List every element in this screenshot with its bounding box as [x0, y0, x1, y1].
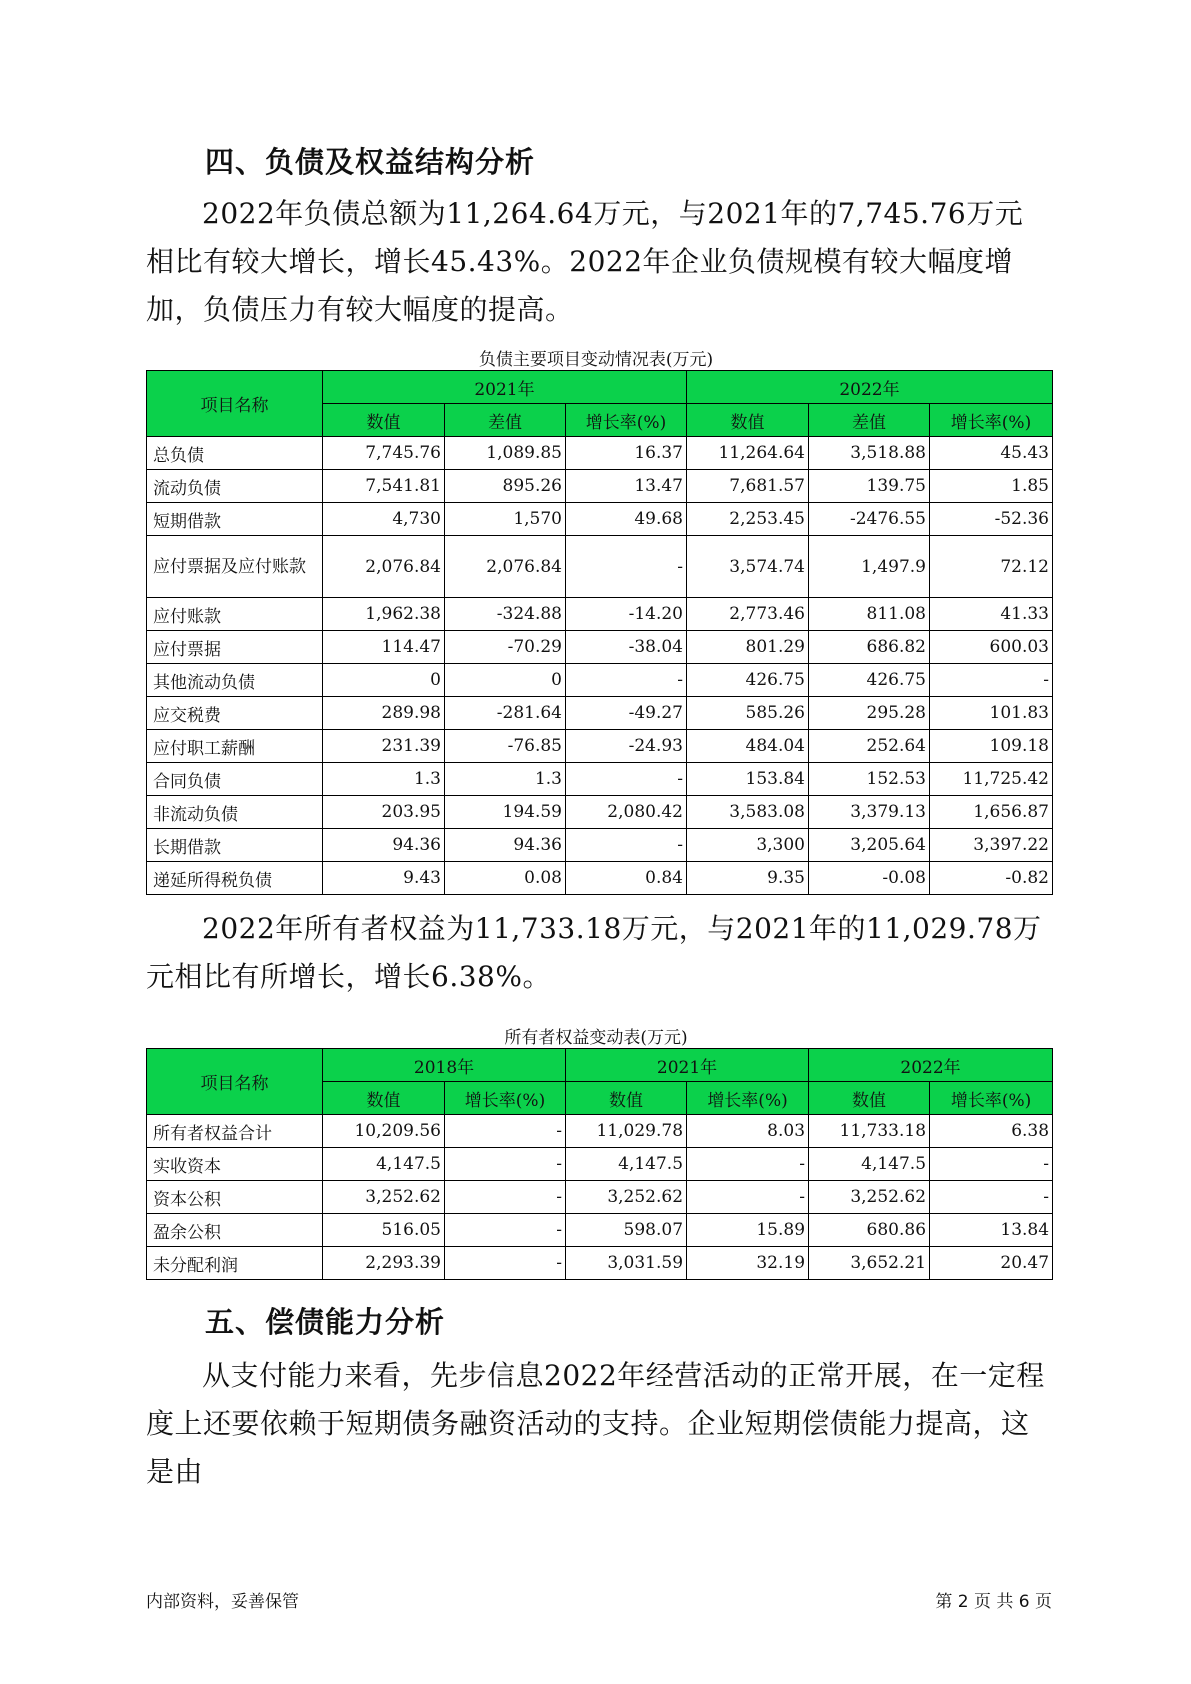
table-cell: - [687, 1181, 809, 1214]
value-header: 数值 [687, 404, 809, 437]
table-cell: 3,252.62 [323, 1181, 445, 1214]
table-cell: 426.75 [809, 664, 930, 697]
table-cell: 1,962.38 [323, 598, 445, 631]
table-cell: 598.07 [566, 1214, 687, 1247]
table-row [147, 697, 1053, 730]
table-cell: 4,147.5 [323, 1148, 445, 1181]
solvency-paragraph: 从支付能力来看，先步信息2022年经营活动的正常开展，在一定程度上还要依赖于短期债务融资活动的支持。企业短期偿债能力提高，这是由 [146, 1359, 1045, 1488]
table-cell: -281.64 [445, 697, 566, 730]
section-5-heading: 五、偿债能力分析 [205, 1305, 446, 1339]
table-row [147, 631, 1053, 664]
table-row [147, 796, 1053, 829]
table-cell: 194.59 [445, 796, 566, 829]
year-header: 2021年 [566, 1049, 809, 1082]
table-cell: 139.75 [809, 470, 930, 503]
table-cell: 9.35 [687, 862, 809, 895]
row-name: 流动负债 [147, 470, 323, 503]
growth-header: 增长率(%) [930, 404, 1053, 437]
table-cell: 32.19 [687, 1247, 809, 1280]
table-cell: 0 [445, 664, 566, 697]
table-cell: 3,205.64 [809, 829, 930, 862]
table-cell: 1.3 [445, 763, 566, 796]
table-cell: 16.37 [566, 437, 687, 470]
table-cell: 686.82 [809, 631, 930, 664]
row-name: 盈余公积 [147, 1214, 323, 1247]
table-cell: 15.89 [687, 1214, 809, 1247]
item-name-header: 项目名称 [147, 371, 323, 437]
table-cell: 109.18 [930, 730, 1053, 763]
table-cell: 101.83 [930, 697, 1053, 730]
table-cell: 6.38 [930, 1115, 1053, 1148]
table-cell: 11,264.64 [687, 437, 809, 470]
row-name: 资本公积 [147, 1181, 323, 1214]
table-cell: -49.27 [566, 697, 687, 730]
table-cell: 3,300 [687, 829, 809, 862]
table-row [147, 1247, 1053, 1280]
table-cell: 0 [323, 664, 445, 697]
table-row [147, 470, 1053, 503]
table-cell: 1,570 [445, 503, 566, 536]
table-cell: 4,147.5 [809, 1148, 930, 1181]
table-cell: 94.36 [323, 829, 445, 862]
table-cell: -70.29 [445, 631, 566, 664]
liabilities-table-caption: 负债主要项目变动情况表(万元) [478, 350, 714, 370]
value-header: 数值 [566, 1082, 687, 1115]
table-row [147, 503, 1053, 536]
table-cell: 94.36 [445, 829, 566, 862]
year-header: 2022年 [687, 371, 1053, 404]
table-row [147, 1148, 1053, 1181]
table-cell: - [566, 829, 687, 862]
table-cell: - [566, 664, 687, 697]
table-cell: 2,253.45 [687, 503, 809, 536]
table-cell: -38.04 [566, 631, 687, 664]
table-cell: - [687, 1148, 809, 1181]
table-cell: 2,076.84 [323, 536, 445, 598]
table-cell: -24.93 [566, 730, 687, 763]
table-cell: 10,209.56 [323, 1115, 445, 1148]
row-name: 长期借款 [147, 829, 323, 862]
row-name: 应交税费 [147, 697, 323, 730]
table-cell: - [445, 1148, 566, 1181]
row-name: 短期借款 [147, 503, 323, 536]
value-header: 数值 [809, 1082, 930, 1115]
table-cell: 1,656.87 [930, 796, 1053, 829]
table-cell: -2476.55 [809, 503, 930, 536]
table-cell: 2,773.46 [687, 598, 809, 631]
growth-header: 增长率(%) [687, 1082, 809, 1115]
table-cell: 1,497.9 [809, 536, 930, 598]
table-row [147, 862, 1053, 895]
table-cell: 252.64 [809, 730, 930, 763]
table-cell: 11,733.18 [809, 1115, 930, 1148]
table-cell: 49.68 [566, 503, 687, 536]
table-cell: - [930, 664, 1053, 697]
liabilities-paragraph: 2022年负债总额为11,264.64万元，与2021年的7,745.76万元相比有较大增长，增长45.43%。2022年企业负债规模有较大幅度增加，负债压力有较大幅度的提高。 [146, 197, 1024, 326]
table-cell: -76.85 [445, 730, 566, 763]
table-cell: 41.33 [930, 598, 1053, 631]
row-name: 应付职工薪酬 [147, 730, 323, 763]
table-cell: 4,730 [323, 503, 445, 536]
table-cell: 3,379.13 [809, 796, 930, 829]
table-row [147, 829, 1053, 862]
table-cell: 152.53 [809, 763, 930, 796]
table-row [147, 536, 1053, 598]
table-row [147, 1214, 1053, 1247]
year-header: 2021年 [323, 371, 687, 404]
table-cell: 1,089.85 [445, 437, 566, 470]
row-name: 所有者权益合计 [147, 1115, 323, 1148]
diff-header: 差值 [809, 404, 930, 437]
footer-page-number: 第 2 页 共 6 页 [935, 1592, 1052, 1612]
table-cell: 289.98 [323, 697, 445, 730]
table-cell: 7,745.76 [323, 437, 445, 470]
item-name-header: 项目名称 [147, 1049, 323, 1115]
footer-confidential: 内部资料，妥善保管 [146, 1592, 299, 1612]
table-cell: 426.75 [687, 664, 809, 697]
table-cell: 895.26 [445, 470, 566, 503]
table-cell: - [445, 1214, 566, 1247]
table-cell: 0.08 [445, 862, 566, 895]
table-cell: - [930, 1181, 1053, 1214]
table-cell: 7,541.81 [323, 470, 445, 503]
table-cell: 3,252.62 [566, 1181, 687, 1214]
table-cell: - [566, 536, 687, 598]
table-cell: - [930, 1148, 1053, 1181]
table-cell: - [566, 763, 687, 796]
table-cell: -52.36 [930, 503, 1053, 536]
table-row [147, 730, 1053, 763]
table-cell: - [445, 1115, 566, 1148]
table-cell: 1.85 [930, 470, 1053, 503]
table-cell: 203.95 [323, 796, 445, 829]
row-name: 递延所得税负债 [147, 862, 323, 895]
table-cell: 13.84 [930, 1214, 1053, 1247]
row-name: 总负债 [147, 437, 323, 470]
table-cell: -14.20 [566, 598, 687, 631]
equity-paragraph: 2022年所有者权益为11,733.18万元，与2021年的11,029.78万元相比有所增长，增长6.38%。 [146, 912, 1042, 993]
table-cell: 3,252.62 [809, 1181, 930, 1214]
row-name: 应付账款 [147, 598, 323, 631]
table-row [147, 664, 1053, 697]
table-cell: 3,518.88 [809, 437, 930, 470]
table-row [147, 598, 1053, 631]
growth-header: 增长率(%) [566, 404, 687, 437]
table-cell: 516.05 [323, 1214, 445, 1247]
table-cell: 8.03 [687, 1115, 809, 1148]
row-name: 合同负债 [147, 763, 323, 796]
table-cell: 11,725.42 [930, 763, 1053, 796]
table-row [147, 1181, 1053, 1214]
row-name: 未分配利润 [147, 1247, 323, 1280]
table-cell: 484.04 [687, 730, 809, 763]
year-header: 2018年 [323, 1049, 566, 1082]
table-cell: 2,080.42 [566, 796, 687, 829]
table-cell: 1.3 [323, 763, 445, 796]
table-cell: 20.47 [930, 1247, 1053, 1280]
table-cell: 45.43 [930, 437, 1053, 470]
table-cell: 9.43 [323, 862, 445, 895]
row-name: 非流动负债 [147, 796, 323, 829]
table-cell: -324.88 [445, 598, 566, 631]
table-cell: 801.29 [687, 631, 809, 664]
row-name: 应付票据 [147, 631, 323, 664]
table-cell: 114.47 [323, 631, 445, 664]
equity-table [146, 1048, 1053, 1280]
table-cell: -0.82 [930, 862, 1053, 895]
table-cell: 231.39 [323, 730, 445, 763]
table-cell: 153.84 [687, 763, 809, 796]
table-cell: 4,147.5 [566, 1148, 687, 1181]
table-cell: 3,574.74 [687, 536, 809, 598]
table-cell: 0.84 [566, 862, 687, 895]
table-cell: 811.08 [809, 598, 930, 631]
table-cell: 295.28 [809, 697, 930, 730]
diff-header: 差值 [445, 404, 566, 437]
liabilities-table [146, 370, 1053, 895]
table-cell: 3,583.08 [687, 796, 809, 829]
table-row [147, 763, 1053, 796]
table-row [147, 1115, 1053, 1148]
year-header: 2022年 [809, 1049, 1053, 1082]
equity-table-caption: 所有者权益变动表(万元) [504, 1028, 688, 1048]
table-cell: - [445, 1181, 566, 1214]
row-name: 应付票据及应付账款 [147, 536, 323, 598]
row-name: 其他流动负债 [147, 664, 323, 697]
table-cell: 72.12 [930, 536, 1053, 598]
table-row [147, 437, 1053, 470]
value-header: 数值 [323, 1082, 445, 1115]
table-cell: -0.08 [809, 862, 930, 895]
value-header: 数值 [323, 404, 445, 437]
table-cell: 2,076.84 [445, 536, 566, 598]
table-cell: 11,029.78 [566, 1115, 687, 1148]
table-cell: 2,293.39 [323, 1247, 445, 1280]
table-cell: 3,031.59 [566, 1247, 687, 1280]
table-cell: 3,397.22 [930, 829, 1053, 862]
table-cell: 600.03 [930, 631, 1053, 664]
growth-header: 增长率(%) [930, 1082, 1053, 1115]
table-cell: - [445, 1247, 566, 1280]
section-4-heading: 四、负债及权益结构分析 [205, 145, 536, 179]
row-name: 实收资本 [147, 1148, 323, 1181]
table-cell: 13.47 [566, 470, 687, 503]
table-cell: 680.86 [809, 1214, 930, 1247]
table-cell: 3,652.21 [809, 1247, 930, 1280]
table-cell: 7,681.57 [687, 470, 809, 503]
growth-header: 增长率(%) [445, 1082, 566, 1115]
table-cell: 585.26 [687, 697, 809, 730]
